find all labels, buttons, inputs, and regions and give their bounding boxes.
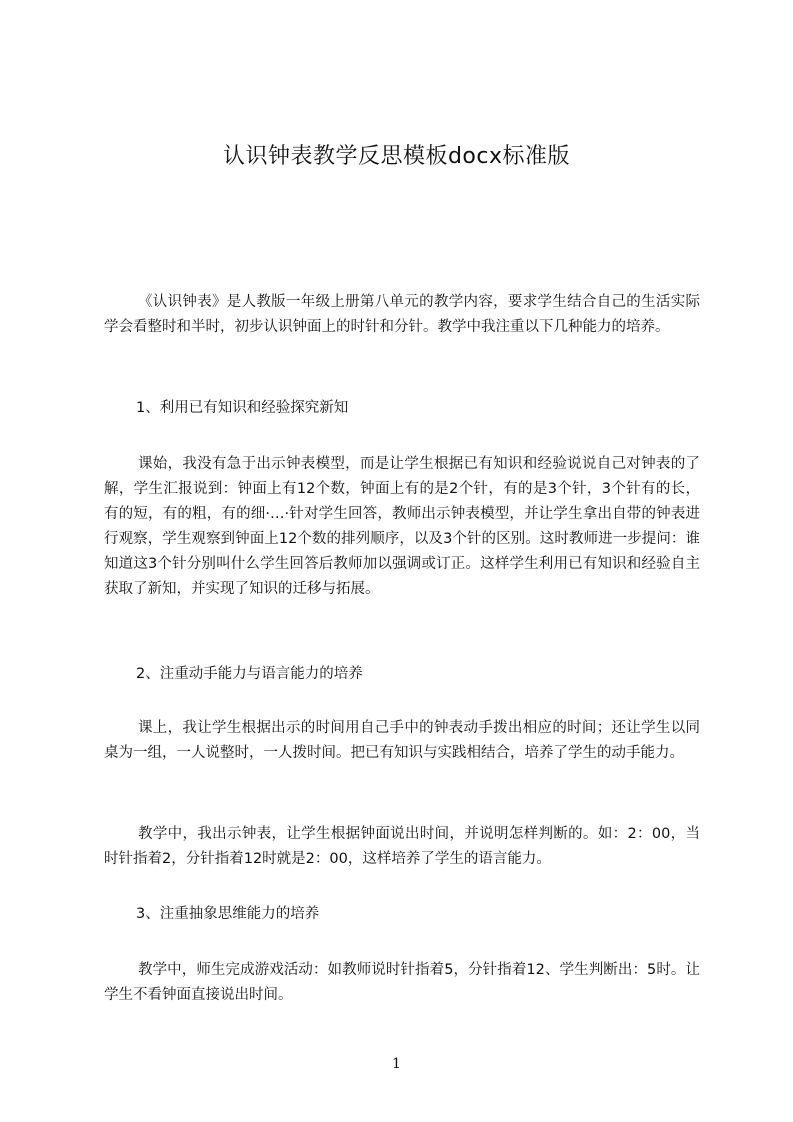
intro-paragraph: 《认识钟表》是人教版一年级上册第八单元的教学内容，要求学生结合自己的生活实际学会看整时和半时，初步认识钟面上的时针和分针。教学中我注重以下几种能力的培养。 (104, 294, 700, 335)
section-1-heading: 1、利用已有知识和经验探究新知 (136, 400, 349, 416)
section-2-paragraph-1: 课上，我让学生根据出示的时间用自己手中的钟表动手拨出相应的时间；还让学生以同桌为一组，一人说整时，一人拨时间。把已有知识与实践相结合，培养了学生的动手能力。 (104, 720, 700, 761)
section-1-paragraph: 课始，我没有急于出示钟表模型，而是让学生根据已有知识和经验说说自己对钟表的了解，学生汇报说到：钟面上有12个数，钟面上有的是2个针，有的是3个针，3个针有的长，有的短，有的粗，有的细·…·针对学生回答，教师出示钟表模型，并让学生拿出自带的钟表进行观察，学生观察到钟面上12个数的排列顺序，以及3个针的区别。这时教师进一步提问：谁知道这3个针分别叫什么学生回答后教师加以强调或订正。这样学生利用已有知识和经验自主获取了新知，并实现了知识的迁移与拓展。 (104, 456, 700, 597)
section-3-heading: 3、注重抽象思维能力的培养 (136, 906, 320, 922)
document-title: 认识钟表教学反思模板docx标准版 (222, 144, 571, 169)
section-2-paragraph-2: 教学中，我出示钟表，让学生根据钟面说出时间，并说明怎样判断的。如：2：00，当时针指着2，分针指着12时就是2：00，这样培养了学生的语言能力。 (104, 826, 700, 867)
page-number: 1 (392, 1056, 401, 1072)
section-2-heading: 2、注重动手能力与语言能力的培养 (136, 666, 363, 682)
section-3-paragraph: 教学中，师生完成游戏活动：如教师说时针指着5，分针指着12、学生判断出：5时。让学生不看钟面直接说出时间。 (104, 962, 700, 1003)
